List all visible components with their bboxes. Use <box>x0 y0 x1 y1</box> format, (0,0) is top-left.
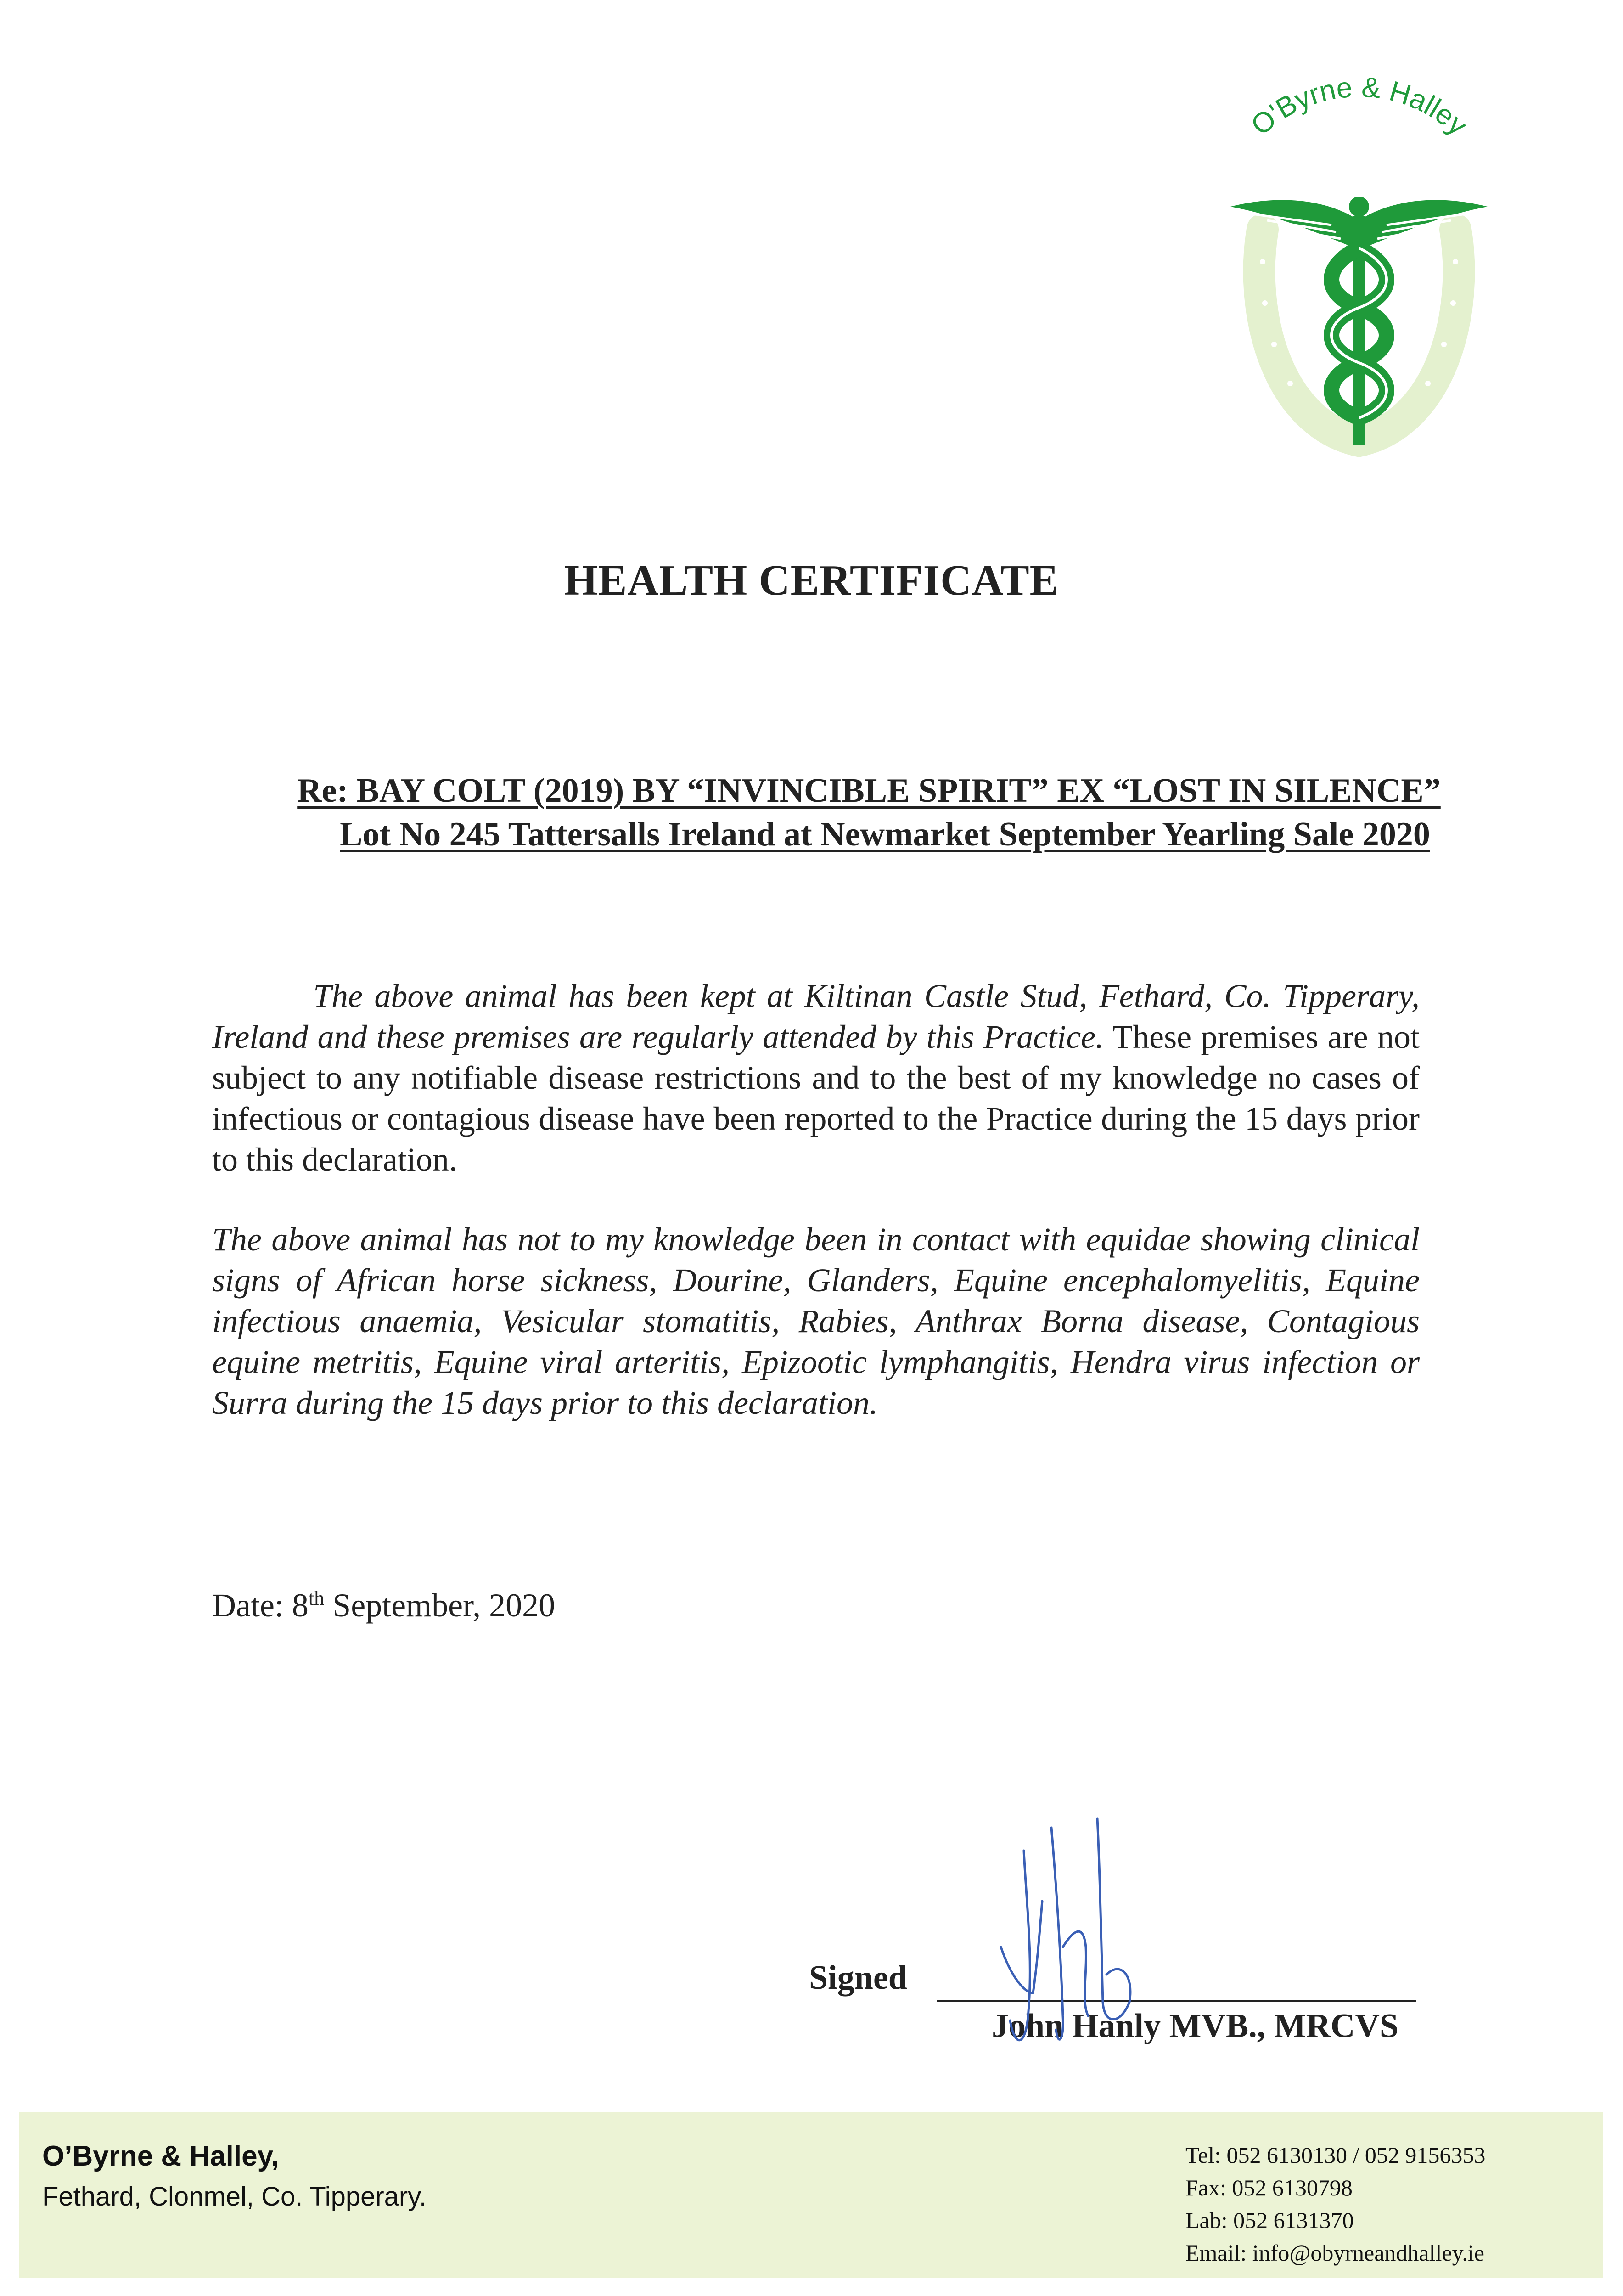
declaration-paragraph-1 <box>212 976 1420 1180</box>
declaration-paragraph-2: The above animal has not to my knowledge been in contact with equidae showing clinical signs of African horse sickness, Dourine, Glanders, Equine encephalomyelitis, Equine infectious anaemia, Vesicular stomatitis, Rabies, Anthrax Borna disease, Contagious equine metritis, Equine viral arteritis, Epizootic lymphangitis, Hendra virus infection or Surra during the 15 days prior to this declaration. <box>212 1221 1420 1421</box>
logo-text: O'Byrne & Halley <box>1245 71 1473 142</box>
footer-tel: Tel: 052 6130130 / 052 9156353 <box>1185 2142 1486 2168</box>
footer-contact-block <box>1185 2139 1485 2269</box>
signer-name: John Hanly MVB., MRCVS <box>992 2007 1399 2045</box>
date-label: Date: 8 <box>212 1587 309 1624</box>
certificate-date <box>212 1587 555 1625</box>
footer-practice-name: O’Byrne & Halley, <box>42 2140 279 2172</box>
restrictions-statement: These premises are not subject to any notifiable disease restrictions and to the best of my knowledge no cases of infectious or contagious disease have been reported to the Practice during the 15 days prior to this declaration. <box>212 1019 1420 1178</box>
letterhead-footer <box>19 2112 1603 2278</box>
document-title: HEALTH CERTIFICATE <box>564 557 1059 604</box>
footer-email: Email: info@obyrneandhalley.ie <box>1185 2240 1484 2266</box>
handwritten-signature <box>983 1809 1157 2066</box>
practice-logo <box>1194 55 1524 459</box>
date-rest: September, 2020 <box>324 1587 556 1624</box>
premises-statement: The above animal has been kept at Kiltinan Castle Stud, Fethard, Co. Tipperary, Ireland and these premises are regularly attended by this Practice. <box>212 978 1420 1055</box>
date-suffix: th <box>308 1587 325 1609</box>
subject-line-2: Lot No 245 Tattersalls Ireland at Newmarket September Yearling Sale 2020 <box>340 816 1430 853</box>
subject-line-1: Re: BAY COLT (2019) BY “INVINCIBLE SPIRIT” EX “LOST IN SILENCE” <box>297 772 1441 810</box>
footer-address: Fethard, Clonmel, Co. Tipperary. <box>42 2182 427 2212</box>
footer-fax: Fax: 052 6130798 <box>1185 2175 1353 2200</box>
caduceus-horseshoe-logo <box>1194 55 1524 459</box>
footer-lab: Lab: 052 6131370 <box>1185 2207 1354 2233</box>
signed-label: Signed <box>809 1959 907 1997</box>
